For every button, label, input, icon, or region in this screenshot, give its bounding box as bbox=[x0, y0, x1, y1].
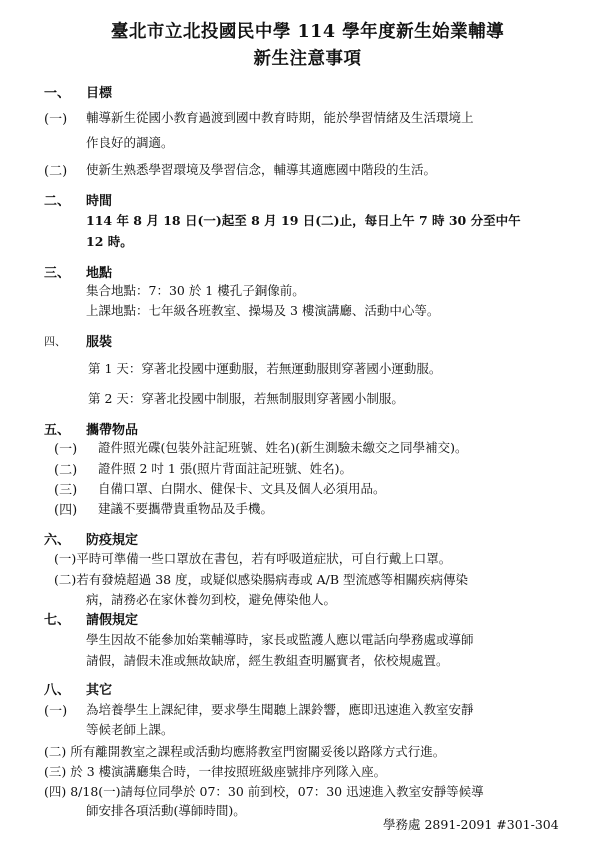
section-2-number: 二、 bbox=[44, 194, 71, 209]
section-7-number: 七、 bbox=[44, 613, 71, 628]
section-8-item-1-mark: (一) bbox=[44, 704, 68, 719]
section-7-text-cont: 請假，請假未准或無故缺席，經生教組查明屬實者，依校規處置。 bbox=[86, 653, 449, 668]
section-5-title: 攜帶物品 bbox=[86, 423, 139, 438]
section-8-item-1-text: 為培養學生上課紀律，要求學生聞聽上課鈴響，應即迅速進入教室安靜 bbox=[86, 702, 474, 717]
section-5-item-2-text: 證件照 2 吋 1 張(照片背面註記班號、姓名)。 bbox=[98, 461, 353, 476]
section-3-title: 地點 bbox=[86, 266, 113, 281]
section-8-item-1-text-cont: 等候老師上課。 bbox=[86, 722, 174, 737]
section-3-class-place: 上課地點：七年級各班教室、操場及 3 樓演講廳、活動中心等。 bbox=[86, 303, 440, 318]
section-1-item-1-text-cont: 作良好的調適。 bbox=[86, 135, 174, 150]
section-1-title: 目標 bbox=[86, 86, 113, 101]
section-4-title: 服裝 bbox=[86, 335, 113, 350]
section-1-item-2-mark: (二) bbox=[44, 164, 68, 179]
section-5-number: 五、 bbox=[44, 423, 71, 438]
section-3-number: 三、 bbox=[44, 266, 71, 281]
section-4-day-1: 第 1 天：穿著北投國中運動服，若無運動服則穿著國小運動服。 bbox=[88, 361, 442, 376]
section-2-time-text: 114 年 8 月 18 日(一)起至 8 月 19 日(二)止，每日上午 7 時 30 分至中午 bbox=[86, 213, 521, 228]
section-4-number: 四、 bbox=[44, 335, 66, 348]
section-6-item-2: (二)若有發燒超過 38 度，或疑似感染腸病毒或 A/B 型流感等相關疾病傳染 bbox=[54, 572, 468, 587]
section-8-item-3: (三) 於 3 樓演講廳集合時，一律按照班級座號排序列隊入座。 bbox=[44, 764, 387, 779]
section-8-item-2: (二) 所有離開教室之課程或活動均應將教室門窗關妥後以路隊方式行進。 bbox=[44, 744, 446, 759]
section-2-title: 時間 bbox=[86, 194, 113, 209]
section-5-item-3-text: 自備口罩、白開水、健保卡、文具及個人必須用品。 bbox=[98, 481, 386, 496]
section-5-item-2-mark: (二) bbox=[54, 463, 78, 478]
section-6-number: 六、 bbox=[44, 533, 71, 548]
section-4-day-2: 第 2 天：穿著北投國中制服，若無制服則穿著國小制服。 bbox=[88, 391, 404, 406]
section-5-item-3-mark: (三) bbox=[54, 483, 78, 498]
section-1-item-1-mark: (一) bbox=[44, 112, 68, 127]
office-contact: 學務處 2891-2091 #301-304 bbox=[383, 817, 559, 832]
section-5-item-4-mark: (四) bbox=[54, 503, 78, 518]
section-6-item-2-cont: 病，請務必在家休養勿到校，避免傳染他人。 bbox=[86, 592, 337, 607]
section-6-title: 防疫規定 bbox=[86, 533, 139, 548]
document-subtitle: 新生注意事項 bbox=[253, 49, 362, 69]
document-title: 臺北市立北投國民中學 114 學年度新生始業輔導 bbox=[110, 22, 505, 42]
section-8-number: 八、 bbox=[44, 683, 71, 698]
section-7-title: 請假規定 bbox=[86, 613, 139, 628]
section-3-assembly-place: 集合地點：7：30 於 1 樓孔子銅像前。 bbox=[86, 283, 305, 298]
section-1-number: 一、 bbox=[44, 86, 71, 101]
section-7-text: 學生因故不能參加始業輔導時，家長或監護人應以電話向學務處或導師 bbox=[86, 632, 474, 647]
section-5-item-4-text: 建議不要攜帶貴重物品及手機。 bbox=[98, 501, 274, 516]
section-2-time-text-cont: 12 時。 bbox=[86, 234, 133, 249]
section-1-item-2-text: 使新生熟悉學習環境及學習信念，輔導其適應國中階段的生活。 bbox=[86, 162, 437, 177]
section-6-item-1: (一)平時可準備一些口罩放在書包，若有呼吸道症狀，可自行戴上口罩。 bbox=[54, 551, 452, 566]
section-8-item-4-cont: 師安排各項活動(導師時間)。 bbox=[86, 803, 246, 818]
section-8-title: 其它 bbox=[86, 683, 113, 698]
section-5-item-1-mark: (一) bbox=[54, 442, 78, 457]
section-8-item-4: (四) 8/18(一)請每位同學於 07：30 前到校，07：30 迅速進入教室安靜等候導 bbox=[44, 784, 484, 799]
section-1-item-1-text: 輔導新生從國小教育過渡到國中教育時期，能於學習情緒及生活環境上 bbox=[86, 110, 474, 125]
section-5-item-1-text: 證件照光碟(包裝外註記班號、姓名)(新生測驗未繳交之同學補交)。 bbox=[98, 440, 468, 455]
